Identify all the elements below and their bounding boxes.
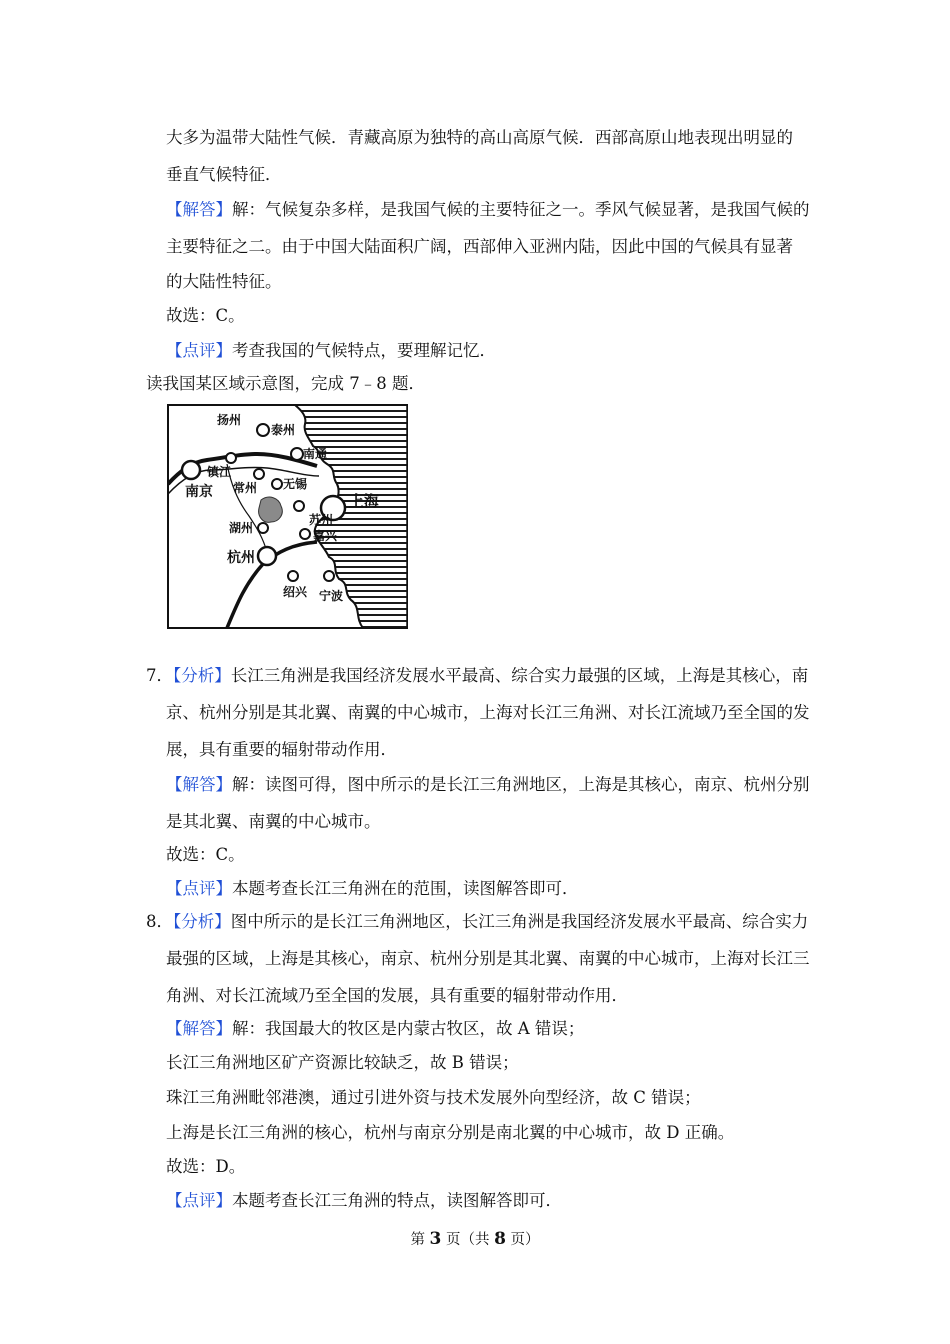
q8-analysis-line <box>146 912 808 932</box>
changzhou-marker <box>254 469 264 479</box>
hangzhou-marker <box>258 547 276 565</box>
label-hangzhou: 杭州 <box>227 550 255 566</box>
nanjing-marker <box>182 461 200 479</box>
label-jiaxing: 嘉兴 <box>313 529 338 543</box>
q8-number: 8． <box>146 912 173 931</box>
ningbo-marker <box>324 571 334 581</box>
answer-text: 解：我国最大的牧区是内蒙古牧区，故 A 错误； <box>232 1019 585 1038</box>
label-huzhou: 湖州 <box>229 521 254 535</box>
choice-line: 故选：C。 <box>166 306 245 325</box>
q7-analysis-line <box>146 666 808 686</box>
yangtze-delta-map <box>167 404 409 630</box>
taizhou-marker <box>257 424 269 436</box>
text-line: 展，具有重要的辐射带动作用． <box>166 740 397 759</box>
label-nantong: 南通 <box>303 447 328 461</box>
choice-line: 故选：C。 <box>166 845 245 864</box>
label-suzhou: 苏州 <box>309 513 334 527</box>
footer-suffix: 页） <box>505 1232 540 1248</box>
comment-text: 本题考查长江三角洲的特点，读图解答即可． <box>232 1191 562 1210</box>
answer-text: 解：读图可得，图中所示的是长江三角洲地区，上海是其核心，南京、杭州分别 <box>232 775 810 794</box>
label-wuxi: 无锡 <box>283 477 308 491</box>
text-line: 最强的区域，上海是其核心，南京、杭州分别是其北翼、南翼的中心城市，上海对长江三 <box>166 949 810 968</box>
text-line: 角洲、对长江流域乃至全国的发展，具有重要的辐射带动作用． <box>166 986 628 1005</box>
answer-text: 解：气候复杂多样，是我国气候的主要特征之一。季风气候显著，是我国气候的 <box>232 200 810 219</box>
choice-line: 故选：D。 <box>166 1157 246 1176</box>
zhenjiang-marker <box>226 453 236 463</box>
text-line: 的大陆性特征。 <box>166 272 282 291</box>
answer-line <box>166 200 810 220</box>
answer-line <box>166 1019 584 1039</box>
label-nanjing: 南京 <box>185 484 213 500</box>
comment-tag: 【点评】 <box>166 341 232 360</box>
analysis-text: 长江三角洲是我国经济发展水平最高、综合实力最强的区域，上海是其核心，南 <box>230 666 809 685</box>
suzhou-marker <box>294 501 304 511</box>
comment-line <box>166 341 496 361</box>
answer-tag: 【解答】 <box>166 200 232 219</box>
answer-tag: 【解答】 <box>166 775 232 794</box>
page-footer <box>0 1228 950 1249</box>
analysis-text: 图中所示的是长江三角洲地区，长江三角洲是我国经济发展水平最高、综合实力 <box>230 912 809 931</box>
page-number: 3 <box>429 1229 442 1249</box>
comment-text: 考查我国的气候特点，要理解记忆． <box>232 341 496 360</box>
text-line: 长江三角洲地区矿产资源比较缺乏，故 B 错误； <box>166 1053 519 1072</box>
text-line: 是其北翼、南翼的中心城市。 <box>166 812 381 831</box>
text-line: 上海是长江三角洲的核心，杭州与南京分别是南北翼的中心城市，故 D 正确。 <box>166 1123 735 1142</box>
taihu-lake <box>259 497 283 522</box>
analysis-tag: 【分析】 <box>173 912 231 931</box>
comment-line <box>166 879 579 899</box>
label-zhenjiang: 镇江 <box>207 465 232 479</box>
text-line: 主要特征之二。由于中国大陆面积广阔，西部伸入亚洲内陆，因此中国的气候具有显著 <box>166 237 793 256</box>
nantong-marker <box>291 448 303 460</box>
footer-prefix: 第 <box>410 1232 430 1248</box>
analysis-tag: 【分析】 <box>173 666 231 685</box>
label-shanghai: 上海 <box>349 492 380 510</box>
shaoxing-marker <box>288 571 298 581</box>
label-taizhou: 泰州 <box>271 423 296 437</box>
label-shaoxing: 绍兴 <box>283 585 308 599</box>
comment-tag: 【点评】 <box>166 1191 232 1210</box>
label-changzhou: 常州 <box>233 481 258 495</box>
answer-line <box>166 775 810 795</box>
page-total: 8 <box>494 1229 506 1249</box>
comment-text: 本题考查长江三角洲在的范围，读图解答即可． <box>232 879 579 898</box>
comment-line <box>166 1191 562 1211</box>
text-line: 京、杭州分别是其北翼、南翼的中心城市，上海对长江三角洲、对长江流域乃至全国的发 <box>166 703 810 722</box>
jiaxing-marker <box>300 529 310 539</box>
footer-middle: 页（共 <box>441 1232 495 1248</box>
comment-tag: 【点评】 <box>166 879 232 898</box>
label-ningbo: 宁波 <box>319 589 344 603</box>
text-line: 垂直气候特征． <box>166 165 282 184</box>
text-line: 珠江三角洲毗邻港澳，通过引进外资与技术发展外向型经济，故 C 错误； <box>166 1088 701 1107</box>
label-yangzhou: 扬州 <box>217 413 242 427</box>
answer-tag: 【解答】 <box>166 1019 232 1038</box>
text-line: 大多为温带大陆性气候．青藏高原为独特的高山高原气候．西部高原山地表现出明显的 <box>166 128 793 147</box>
q7-number: 7． <box>146 666 173 685</box>
question-intro: 读我国某区域示意图，完成 7﹣8 题． <box>146 374 425 393</box>
huzhou-marker <box>258 523 268 533</box>
wuxi-marker <box>272 479 282 489</box>
